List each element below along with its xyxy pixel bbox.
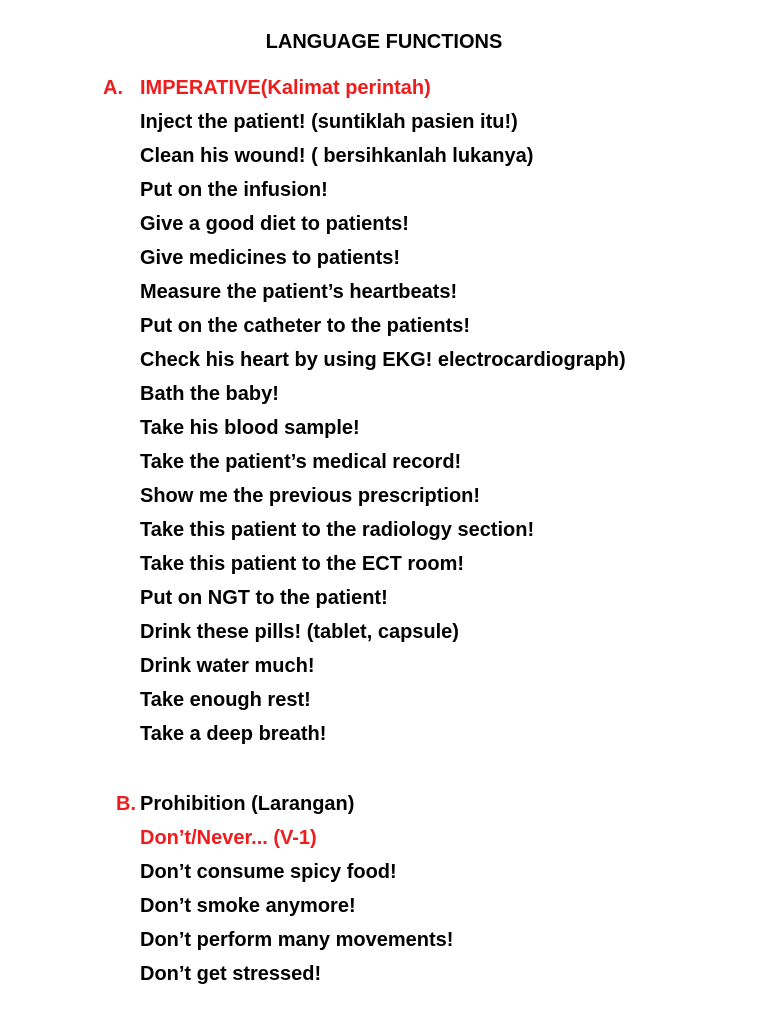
list-item: Don’t consume spicy food!: [140, 861, 397, 883]
list-item: Take this patient to the ECT room!: [140, 553, 465, 575]
list-item: Give medicines to patients!: [140, 247, 401, 269]
list-item: Clean his wound! ( bersihkanlah lukanya): [140, 145, 534, 167]
list-item: Put on NGT to the patient!: [140, 587, 388, 609]
list-item: Drink water much!: [140, 655, 315, 677]
section-a-heading: IMPERATIVE(Kalimat perintah): [140, 77, 431, 99]
list-item: Take his blood sample!: [140, 417, 360, 439]
list-item: Put on the catheter to the patients!: [140, 315, 471, 337]
section-a-list: [140, 110, 626, 756]
list-item: Take this patient to the radiology section!: [140, 519, 535, 541]
list-item: Take the patient’s medical record!: [140, 451, 462, 473]
list-item: Take enough rest!: [140, 689, 311, 711]
list-item: Put on the infusion!: [140, 179, 328, 201]
list-item: Don’t smoke anymore!: [140, 895, 356, 917]
list-item: Check his heart by using EKG! electrocardiograph): [140, 349, 626, 371]
list-item: Measure the patient’s heartbeats!: [140, 281, 458, 303]
list-item: Drink these pills! (tablet, capsule): [140, 621, 459, 643]
list-item: Give a good diet to patients!: [140, 213, 409, 235]
section-b-marker: B.: [116, 793, 136, 815]
list-item: Bath the baby!: [140, 383, 279, 405]
list-item: Take a deep breath!: [140, 723, 327, 745]
list-item: Don’t perform many movements!: [140, 929, 454, 951]
section-b-list: [140, 860, 453, 996]
list-item: Inject the patient! (suntiklah pasien itu!): [140, 111, 518, 133]
list-item: Don’t get stressed!: [140, 963, 322, 985]
section-a-marker: A.: [103, 77, 123, 99]
list-item: Show me the previous prescription!: [140, 485, 481, 507]
section-b-subheading: Don’t/Never... (V-1): [140, 827, 317, 849]
section-b-heading: Prohibition (Larangan): [140, 793, 355, 815]
page-title: LANGUAGE FUNCTIONS: [265, 31, 503, 53]
